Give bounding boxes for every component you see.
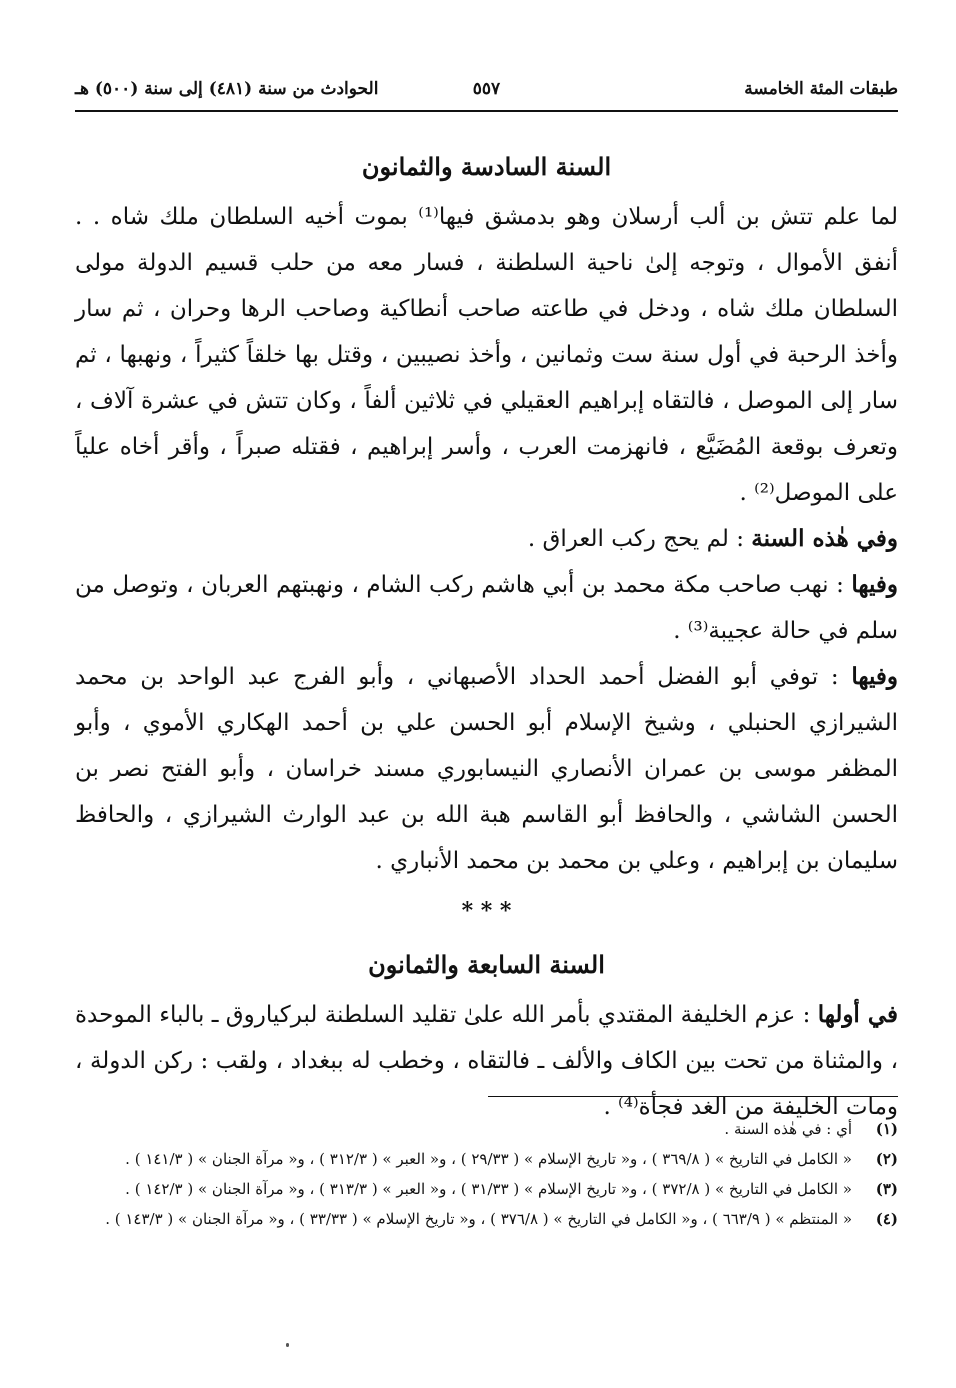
paragraph-text: : توفي أبو الفضل أحمد الحداد الأصبهاني ، وأبو الفرج عبد الواحد بن محمد الشيرازي الحنبلي ، وشيخ الإسلام أبو الحسن علي بن أحمد الهكاري الأموي ، وأبو المظفر موسى بن عمران الأنصاري النيسابوري مسند خراسان ، وأبو الفتح نصر بن الحسن الشاشي ، والحافظ أبو القاسم هبة الله بن عبد الوارث الشيرازي ، والحافظ سليمان بن إبراهيم ، وعلي بن محمد بن محمد الأنباري . — [75, 664, 898, 874]
paragraph-text: : لم يحج ركب العراق . — [527, 526, 752, 552]
footnote-text: « الكامل في التاريخ » ( ٣٦٩/٨ ) ، و« تاريخ الإسلام » ( ٢٩/٣٣ ) ، و« العبر » ( ٣١٢/٣ ) ، و« مرآة الجنان » ( ١٤١/٣ ) . — [125, 1150, 852, 1168]
footnote-number: (١) — [875, 1120, 898, 1138]
section-title-487: السنة السابعة والثمانون — [368, 950, 605, 979]
paragraph-lead: وفيها — [851, 571, 898, 598]
paragraph-mecca-raid — [75, 562, 898, 654]
footnote — [75, 1204, 898, 1234]
footnote-number: (٣) — [875, 1180, 898, 1198]
paragraph-deaths — [75, 654, 898, 884]
footnote-divider — [488, 1096, 898, 1097]
footnote-text: « الكامل في التاريخ » ( ٣٧٢/٨ ) ، و« تاريخ الإسلام » ( ٣١/٣٣ ) ، و« العبر » ( ٣١٣/٣ ) ، و« مرآة الجنان » ( ١٤٢/٣ ) . — [125, 1180, 852, 1198]
paragraph-lead: وفيها — [851, 663, 898, 690]
section-separator: * * * — [461, 898, 512, 924]
footnote — [75, 1174, 898, 1204]
section-title-486: السنة السادسة والثمانون — [361, 152, 612, 181]
footnote-text: أي : في هٰذه السنة . — [724, 1120, 852, 1138]
footnote-text: « المنتظم » ( ٦٦٣/٩ ) ، و« الكامل في التاريخ » ( ٣٧٦/٨ ) ، و« تاريخ الإسلام » ( ٣٣/٣٣ ) ، و« مرآة الجنان » ( ١٤٣/٣ ) . — [105, 1210, 852, 1228]
footnotes — [75, 1114, 898, 1234]
paragraph-caliph-death — [75, 992, 898, 1130]
paragraph-text: : نهب صاحب مكة محمد بن أبي هاشم ركب الشام ، ونهبتهم العربان ، وتوصل من سلم في حالة عجيبة⁽³⁾ . — [75, 572, 898, 644]
paragraph-lead: في أولها — [817, 1001, 898, 1028]
paragraph-text: : عزم الخليفة المقتدي بأمر الله علىٰ تقليد السلطنة لبركياروق ـ بالباء الموحدة ، والمثناة من تحت بين الكاف والألف ـ فالتقاه ، وخطب له ببغداد ، ولقب : ركن الدولة ، ومات الخليفة من الغد فجأة⁽⁴⁾ . — [75, 1002, 898, 1120]
footnote-number: (٤) — [875, 1210, 898, 1228]
paragraph-tutush-campaign: لما علم تتش بن ألب أرسلان وهو بدمشق فيها⁽¹⁾ بموت أخيه السلطان ملك شاه . . أنفق الأموال ، وتوجه إلىٰ ناحية السلطنة ، فسار معه من حلب قسيم الدولة مولى السلطان ملك شاه ، ودخل في طاعته صاحب أنطاكية وصاحب الرها وحران ، ثم سار وأخذ الرحبة في أول سنة ست وثمانين ، وأخذ نصيبين ، وقتل بها خلقاً كثيراً ، ونهبها ، ثم سار إلى الموصل ، فالتقاه إبراهيم العقيلي في ثلاثين ألفاً ، وكان تتش في عشرة آلاف ، وتعرف بوقعة المُضَيَّع ، فانهزمت العرب ، وأسر إبراهيم ، فقتله صبراً ، وأقر أخاه علياً على الموصل⁽²⁾ . — [75, 204, 898, 506]
footnote — [75, 1144, 898, 1174]
paragraph-no-hajj — [75, 516, 898, 562]
header-chapter-title: الحوادث من سنة (٤٨١) إلى سنة (٥٠٠) هـ — [75, 79, 379, 99]
paragraph-lead: وفي هٰذه السنة — [751, 525, 898, 552]
running-header — [75, 74, 898, 112]
header-book-title: طبقات المئة الخامسة — [744, 79, 898, 99]
scan-speck — [286, 1343, 289, 1347]
page-number: ٥٥٧ — [472, 79, 501, 99]
footnote-number: (٢) — [875, 1150, 898, 1168]
main-text — [75, 140, 898, 1130]
footnote — [75, 1114, 898, 1144]
